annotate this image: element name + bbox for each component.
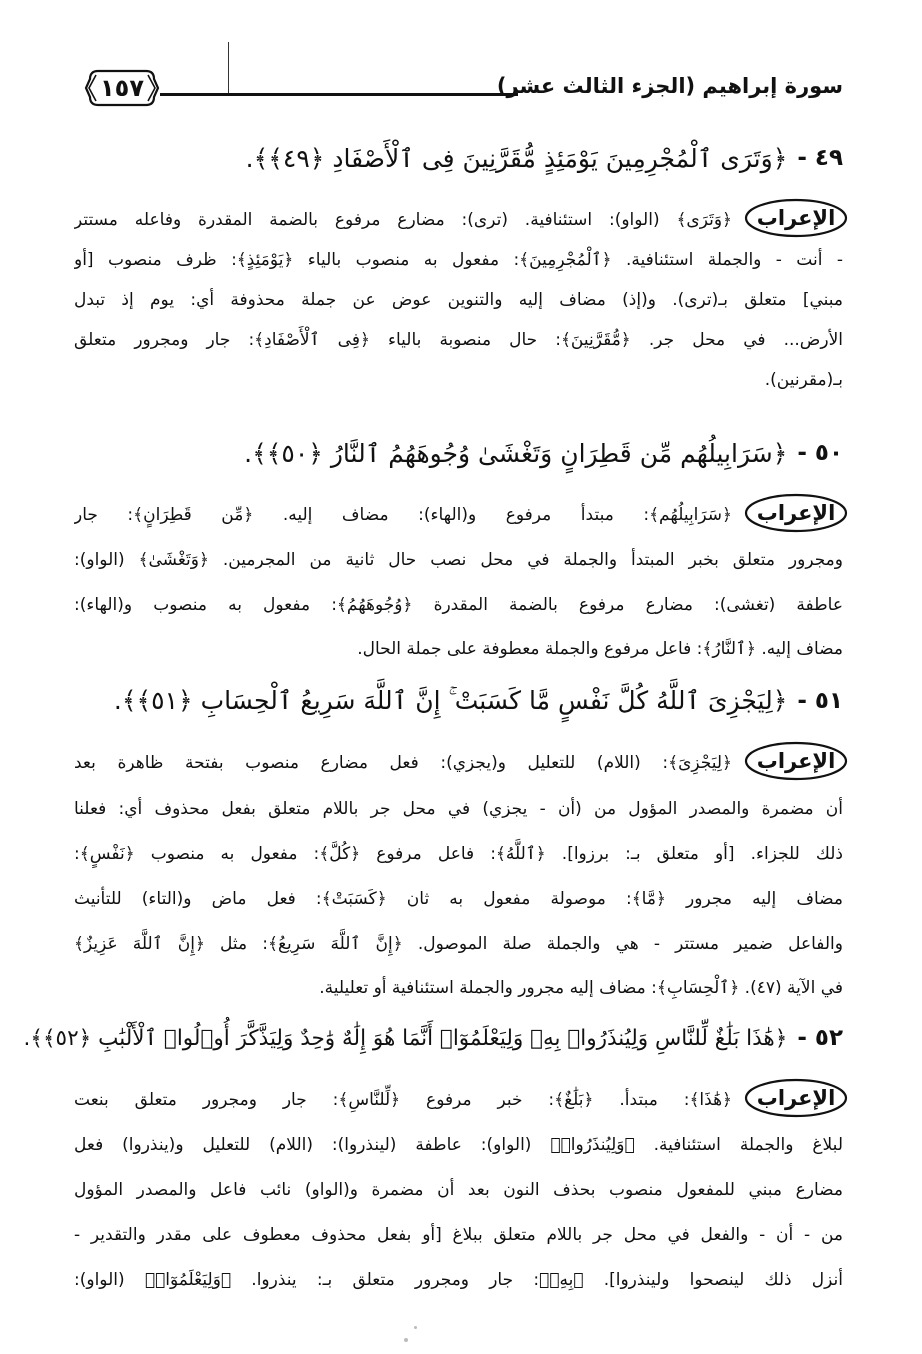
irab-badge bbox=[744, 197, 848, 239]
verse-text: ﴿وَتَرَى ٱلْمُجْرِمِينَ يَوْمَئِذٍ مُّقَرَّنِينَ فِى ٱلْأَصْفَادِ ﴿٤٩﴾﴾. bbox=[245, 143, 788, 173]
commentary-line: ﴿لِيَجْزِىَ﴾: (اللام) للتعليل و(يجزي): فعل مضارع منصوب بفتحة ظاهرة بعد bbox=[74, 753, 732, 773]
irab-badge-label: الإعراب bbox=[756, 206, 836, 230]
verse-50 bbox=[72, 432, 843, 474]
verse-text: ﴿لِيَجْزِىَ ٱللَّهُ كُلَّ نَفْسٍ مَّا كَسَبَتْ ۚ إِنَّ ٱللَّهَ سَرِيعُ ٱلْحِسَابِ ﴿٥١﴾﴾. bbox=[113, 686, 788, 715]
commentary-line: ﴿هَٰذَا﴾: مبتدأ. ﴿بَلَٰغٌ﴾: خبر مرفوع ﴿لِّلنَّاسِ﴾: جار ومجرور متعلق بنعت bbox=[74, 1090, 732, 1110]
irab-badge-label: الإعراب bbox=[756, 501, 836, 525]
irab-badge bbox=[744, 1077, 848, 1119]
scan-speck bbox=[404, 1338, 408, 1342]
irab-badge bbox=[744, 492, 848, 534]
commentary-line: ومجرور متعلق بخبر المبتدأ والجملة في محل نصب حال ثانية من المجرمين. ﴿وَتَغْشَىٰ﴾ (الواو): bbox=[74, 550, 843, 570]
verse-number: ٥١ - bbox=[797, 688, 843, 714]
page-number-frame bbox=[84, 67, 160, 109]
commentary-line: من - أن - والفعل في محل جر باللام متعلق ببلاغ [أو بفعل محذوف معطوف على مقدر والتقدير - bbox=[74, 1225, 843, 1245]
header-rule bbox=[160, 93, 518, 96]
commentary-line: بـ(مقرنين). bbox=[764, 370, 843, 390]
commentary-line: أن مضمرة والمصدر المؤول من (أن - يجزي) في محل جر باللام متعلق بفعل محذوف أي: فعلنا bbox=[74, 799, 843, 819]
commentary-line: مضاف إليه. ﴿ٱلنَّارُ﴾: فاعل مرفوع والجملة معطوفة على جملة الحال. bbox=[357, 639, 843, 659]
commentary-line: الأرض... في محل جر. ﴿مُّقَرَّنِينَ﴾: حال منصوبة بالياء ﴿فِى ٱلْأَصْفَادِ﴾: جار ومجرور متعلق bbox=[74, 330, 843, 350]
commentary-line: في الآية (٤٧). ﴿ٱلْحِسَابِ﴾: مضاف إليه مجرور والجملة استئنافية أو تعليلية. bbox=[319, 978, 843, 998]
commentary-line: مبني] متعلق بـ(ترى). و(إذ) مضاف إليه والتنوين عوض عن جملة محذوفة أي: يوم إذ تبدل bbox=[74, 290, 843, 310]
commentary-line: ﴿وَتَرَى﴾ (الواو): استئنافية. (ترى): مضارع مرفوع بالضمة المقدرة وفاعله مستتر bbox=[74, 210, 732, 230]
irab-badge-label: الإعراب bbox=[756, 749, 836, 773]
verse-number: ٤٩ - bbox=[797, 145, 843, 171]
commentary-line: ﴿سَرَابِيلُهُم﴾: مبتدأ مرفوع و(الهاء): مضاف إليه. ﴿مِّن قَطِرَانٍ﴾: جار bbox=[74, 505, 732, 525]
verse-49 bbox=[72, 137, 843, 179]
commentary-line: أنزل ذلك لينصحوا ولينذروا]. ﴿بِهِۦ﴾: جار ومجرور متعلق بـ: ينذروا. ﴿وَلِيَعْلَمُوٓا۟﴾ (الواو): bbox=[74, 1270, 843, 1290]
header-tick-mark bbox=[228, 42, 229, 94]
verse-number: ٥٢ - bbox=[797, 1025, 843, 1051]
verse-52 bbox=[23, 1017, 843, 1059]
commentary-line: - أنت - والجملة استئنافية. ﴿ٱلْمُجْرِمِينَ﴾: مفعول به منصوب بالياء ﴿يَوْمَئِذٍ﴾: ظرف منصوب [أو bbox=[74, 250, 843, 270]
commentary-line: لبلاغ والجملة استئنافية. ﴿وَلِيُنذَرُوا۟﴾ (الواو): عاطفة (لينذروا): (اللام) للتعليل و(ينذروا) فعل bbox=[74, 1135, 843, 1155]
commentary-line: عاطفة (تغشى): مضارع مرفوع بالضمة المقدرة ﴿وُجُوهَهُمُ﴾: مفعول به منصوب و(الهاء): bbox=[74, 595, 843, 615]
verse-51 bbox=[72, 680, 843, 722]
verse-number: ٥٠ - bbox=[797, 440, 843, 466]
page-number: ١٥٧ bbox=[100, 74, 144, 102]
commentary-line: ذلك للجزاء. [أو متعلق بـ: برزوا]. ﴿ٱللَّهُ﴾: فاعل مرفوع ﴿كُلَّ﴾: مفعول به منصوب ﴿نَفْسٍ﴾: bbox=[74, 844, 843, 864]
commentary-line: مضارع مبني للمفعول منصوب بحذف النون بعد أن مضمرة و(الواو) نائب فاعل والمصدر المؤول bbox=[74, 1180, 843, 1200]
commentary-line: مضاف إليه مجرور ﴿مَّا﴾: موصولة مفعول به ثان ﴿كَسَبَتْ﴾: فعل ماض و(التاء) للتأنيث bbox=[74, 889, 843, 909]
irab-badge-label: الإعراب bbox=[756, 1086, 836, 1110]
commentary-line: والفاعل ضمير مستتر - هي والجملة صلة الموصول. ﴿إِنَّ ٱللَّهَ سَرِيعُ﴾: مثل ﴿إِنَّ ٱللَّهَ عَزِيزٌ﴾ bbox=[74, 934, 843, 954]
irab-badge bbox=[744, 740, 848, 782]
running-title: سورة إبراهيم (الجزء الثالث عشر) bbox=[496, 74, 843, 98]
verse-text: ﴿هَٰذَا بَلَٰغٌ لِّلنَّاسِ وَلِيُنذَرُوا۟ بِهِۦ وَلِيَعْلَمُوٓا۟ أَنَّمَا هُوَ إِلَٰهٌ وَٰحِدٌ وَلِيَذَّكَّرَ أُو۟لُوا۟ ٱلْأَلْبَٰبِ ﴿٥٢﴾﴾. bbox=[23, 1025, 788, 1051]
scan-speck bbox=[414, 1326, 417, 1329]
verse-text: ﴿سَرَابِيلُهُم مِّن قَطِرَانٍ وَتَغْشَىٰ وُجُوهَهُمُ ٱلنَّارُ ﴿٥٠﴾﴾. bbox=[244, 438, 788, 468]
